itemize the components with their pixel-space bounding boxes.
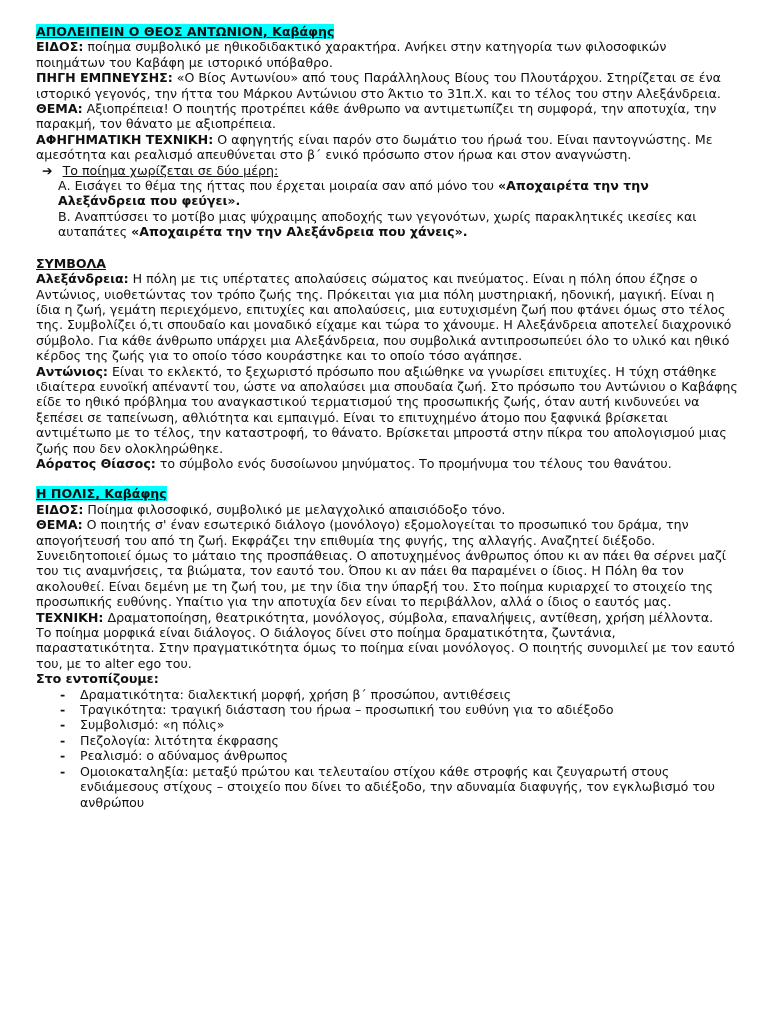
spacer — [36, 471, 738, 486]
symbols-heading: ΣΥΜΒΟΛΑ — [36, 255, 107, 271]
part-b — [36, 209, 738, 240]
poem1-title — [36, 24, 738, 39]
symbol-antonios — [36, 364, 738, 456]
techniki-label: ΤΕΧΝΙΚΗ: — [36, 609, 104, 625]
antonios-text: Είναι το εκλεκτό, το ξεχωριστό πρόσωπο που αξιώθηκε να γνωρίσει επιτυχίες. Η τύχη στάθηκε ιδιαίτερα ευνοϊκή απέναντί του, ώστε να απολαύσει μια σπουδαία ζωή. Στο πρόσωπο του Αντώνιου ο Καβάφης είδε το ηθικό πρόβλημα του αναγκαστικού τερματισμού της προσωπικής ζωής, όταν αυτή κινδυνεύει να ξεπέσει σε ταπείνωση, αθλιότητα και εμπαιγμό. Είναι το επιτυχημένο άτομο που ξαφνικά βρίσκεται αντιμέτωπο με το τέλος, την καταστροφή, το θάνατο. Βρίσκεται μπροστά στην πίκρα του απολογισμού μιας ζωής που δεν ολοκληρώθηκε. — [36, 363, 738, 456]
parts-intro — [36, 163, 738, 178]
alexandreia-text: Η πόλη με τις υπέρτατες απολαύσεις σώματος και πνεύματος. Είναι η πόλη όπου έζησε ο Αντώνιος, υιοθετώντας τον τρόπο ζωής της. Πρόκειται για μια πόλη μυστηριακή, ηδονική, μαγική. Είναι η ίδια η ζωή, γεμάτη περιεχόμενο, επιτυχίες και απολαύσεις, μια ευτυχισμένη ζωή που φτάνει όμως στο τέλος της. Συμβολίζει ό,τι σπουδαίο και μοναδικό είχαμε και τώρα το χάνουμε. Η Αλεξάνδρεια αποτελεί διαχρονικό σύμβολο. Για κάθε άνθρωπο υπάρχει μια Αλεξάνδρεια, που συμβολικά αντιπροσωπεύει όλο το υλικό και ηθικό κέρδος της ζωής για το οποίο τόσο κουράστηκε και το οποίο τόσο αγάπησε. — [36, 271, 732, 364]
poem2-title-text: Η ΠΟΛΙΣ, Καβάφης — [36, 486, 167, 502]
spacer — [36, 240, 738, 256]
part-a — [36, 178, 738, 209]
thiasos-text: το σύμβολο ενός δυσοίωνου μηνύματος. Το προμήνυμα του τέλους του θανάτου. — [155, 455, 672, 471]
list-item: - Ομοιοκαταληξία: μεταξύ πρώτου και τελευταίου στίχου κάθε στροφής και ζευγαρωτή στους ενδιάμεσους στίχους – στοιχείο που δίνει το αδιέξοδο, την αδυναμία διαφυγής, τον εγκλωβισμό του ανθρώπου — [60, 764, 738, 810]
entopizoume-label: Στο εντοπίζουμε: — [36, 671, 159, 687]
techniki-text: Δραματοποίηση, θεατρικότητα, μονόλογος, σύμβολα, επαναλήψεις, αντίθεση, χρήση μέλλοντα. — [103, 609, 714, 625]
symbol-thiasos — [36, 456, 738, 471]
part-b-quote: «Αποχαιρέτα την την Αλεξάνδρεια που χάνεις». — [131, 224, 468, 240]
poem1-eidos — [36, 39, 738, 70]
poem1-thema — [36, 101, 738, 132]
part-a-text: Α. Εισάγει το θέμα της ήττας που έρχεται μοιραία σαν από μόνο του — [58, 178, 498, 194]
alexandreia-label: Αλεξάνδρεια: — [36, 271, 129, 287]
poem2-thema — [36, 517, 738, 609]
poem1-afigimatiki — [36, 132, 738, 163]
dialogos-paragraph: Το ποίημα μορφικά είναι διάλογος. Ο διάλογος δίνει στο ποίημα δραματικότητα, ζωντάνια, παραστατικότητα. Στην πραγματικότητα όμως το ποίημα είναι μονόλογος. Ο ποιητής συνομιλεί με τον εαυτό του, με το alter ego του. — [36, 625, 735, 671]
list-item: - Τραγικότητα: τραγική διάσταση του ήρωα – προσωπική του ευθύνη για το αδιέξοδο — [60, 702, 738, 717]
list-item: - Συμβολισμό: «η πόλις» — [60, 717, 738, 732]
eidos-text: Ποίημα φιλοσοφικό, συμβολικό με μελαγχολικό απαισιόδοξο τόνο. — [83, 501, 506, 517]
eidos-text: ποίημα συμβολικό με ηθικοδιδακτικό χαρακτήρα. Ανήκει στην κατηγορία των φιλοσοφικών ποιημάτων του Καβάφη με ιστορικό υπόβαθρο. — [36, 39, 667, 70]
afig-text: Ο αφηγητής είναι παρόν στο δωμάτιο του ήρωά του. Είναι παντογνώστης. Με αμεσότητα και ρεαλισμό απευθύνεται στο β΄ ενικό πρόσωπο στον ήρωα και στον αναγνώστη. — [36, 131, 713, 163]
pigi-text: «Ο Βίος Αντωνίου» από τους Παράλληλους Βίους του Πλουτάρχου. Στηρίζεται σε ένα ιστορικό γεγονός, την ήττα του Μάρκου Αντώνιου στο Άκτιο το 31π.Χ. και το τέλος του στην Αλεξάνδρεια. — [36, 70, 721, 101]
list-item: - Ρεαλισμό: ο αδύναμος άνθρωπος — [60, 748, 738, 763]
poem1-pigi — [36, 70, 738, 101]
poem1-title-text: ΑΠΟΛΕΙΠΕΙΝ Ο ΘΕΟΣ ΑΝΤΩΝΙΟΝ, Καβάφης — [36, 24, 335, 39]
thema-text: Αξιοπρέπεια! Ο ποιητής προτρέπει κάθε άνθρωπο να αντιμετωπίζει τη συμφορά, την αποτυχία, την παρακμή, τον θάνατο με αξιοπρέπεια. — [36, 101, 717, 132]
poem2-title — [36, 486, 738, 501]
afig-label: ΑΦΗΓΗΜΑΤΙΚΗ ΤΕΧΝΙΚΗ: — [36, 131, 214, 147]
right-arrow-icon: ➔ — [42, 162, 53, 178]
parts-intro-text: Το ποίημα χωρίζεται σε δύο μέρη: — [62, 162, 279, 178]
thema-label: ΘΕΜΑ: — [36, 517, 83, 533]
features-list — [36, 687, 738, 810]
part-b-text: Β. Αναπτύσσει το μοτίβο μιας ψύχραιμης αποδοχής των γεγονότων, χωρίς παρακλητικές ικεσίες και αυταπάτες — [58, 208, 697, 240]
thiasos-label: Αόρατος Θίασος: — [36, 455, 156, 471]
poem2-techniki — [36, 610, 738, 625]
antonios-label: Αντώνιος: — [36, 363, 108, 379]
eidos-label: ΕΙΔΟΣ: — [36, 501, 84, 517]
pigi-label: ΠΗΓΗ ΕΜΠΝΕΥΣΗΣ: — [36, 70, 173, 86]
part-a-quote: «Αποχαιρέτα την την Αλεξάνδρεια που φεύγει». — [58, 178, 649, 209]
thema-label: ΘΕΜΑ: — [36, 101, 83, 117]
list-item: - Πεζολογία: λιτότητα έκφρασης — [60, 733, 738, 748]
list-item: - Δραματικότητα: διαλεκτική μορφή, χρήση β΄ προσώπου, αντιθέσεις — [60, 687, 738, 702]
thema-text: Ο ποιητής σ' έναν εσωτερικό διάλογο (μονόλογο) εξομολογείται το προσωπικό του δράμα, την απογοήτευσή του από τη ζωή. Εκφράζει την επιθυμία της φυγής, της αλλαγής. Αναζητεί διέξοδο. Συνειδητοποιεί όμως το μάταιο της προσπάθειας. Ο αποτυχημένος άνθρωπος όπου κι αν πάει θα σέρνει μαζί του τις αναμνήσεις, τα βιώματα, τον εαυτό του. Όπου κι αν πάει θα παραμένει ο ίδιος. Η Πόλη θα τον ακολουθεί. Είναι δεμένη με τη ζωή του, με την ίδια την ύπαρξή του. Στο ποίημα κυριαρχεί το στοιχείο της προσωπικής ευθύνης. Υπαίτιο για την αποτυχία δεν είναι το περιβάλλον, αλλά ο ίδιος ο εαυτός μας. — [36, 517, 727, 610]
eidos-label: ΕΙΔΟΣ: — [36, 39, 84, 55]
poem2-eidos — [36, 502, 738, 517]
symbol-alexandreia — [36, 271, 738, 363]
